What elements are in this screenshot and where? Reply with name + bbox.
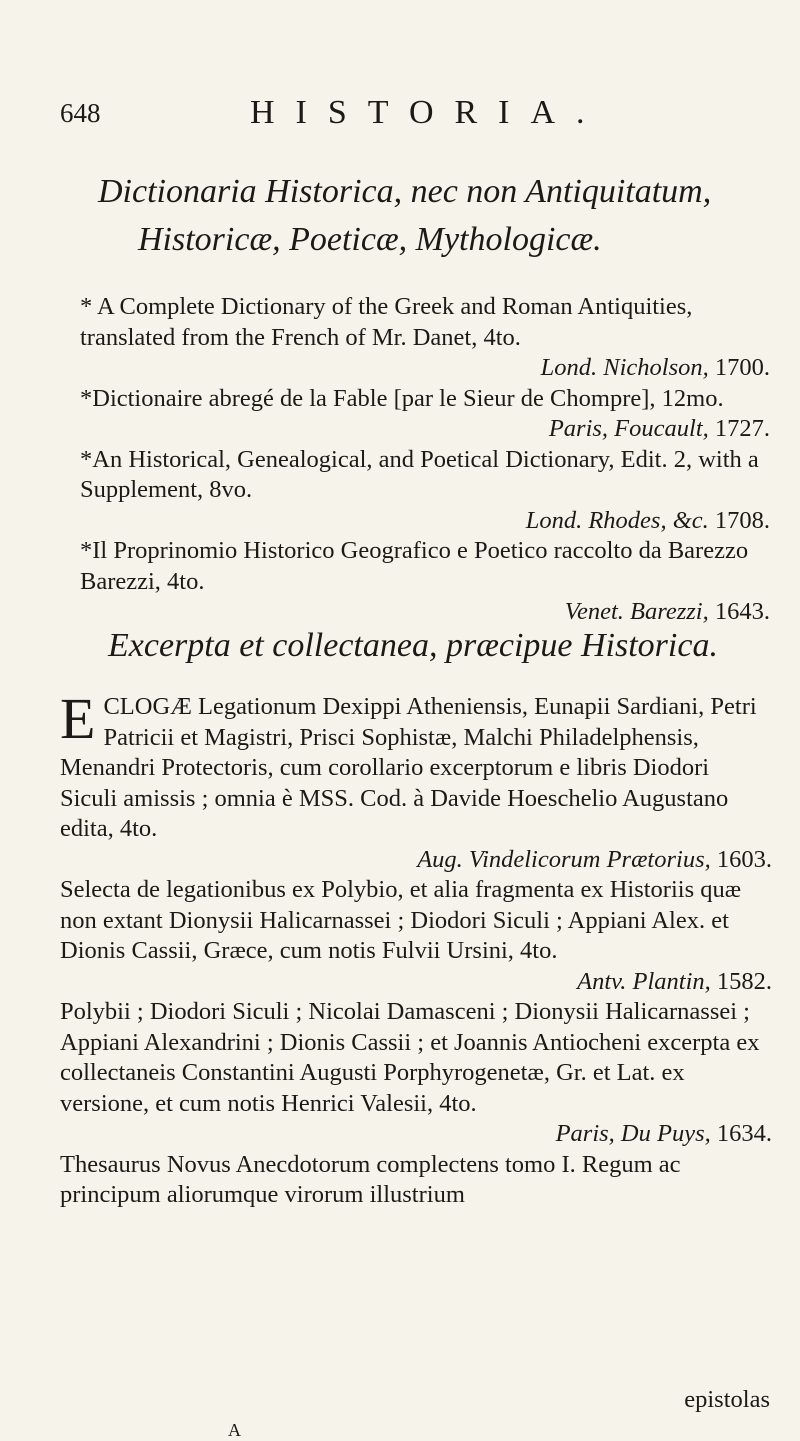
entry-text: CLOGÆ Legationum Dexippi Atheniensis, Eunapii Sardiani, Petri Patricii et Magistri, Prisci Sophistæ, Malchi Philadelphensis, Menandri Protectoris, cum corollario excerptorum e libris Diodori Siculi amissis ; omnia è MSS. Cod. à Davide Hoeschelio Augustano edita, 4to. (60, 693, 757, 842)
catchword: epistolas (684, 1386, 770, 1413)
dictionary-entries (80, 292, 770, 628)
entry (80, 384, 770, 445)
entry (60, 1150, 772, 1211)
entry (60, 686, 772, 875)
entry-imprint: Paris, Du Puys, 1634. (555, 1120, 772, 1147)
entry-text: * A Complete Dictionary of the Greek and Roman Antiquities, translated from the French of Mr. Danet, 4to. (80, 293, 693, 351)
drop-capital: E (60, 686, 96, 751)
entry-imprint: Lond. Rhodes, &c. 1708. (525, 506, 770, 534)
entry-text: *Dictionaire abregé de la Fable [par le Sieur de Chompre], 12mo. (80, 384, 724, 412)
entry-text: Polybii ; Diodori Siculi ; Nicolai Damasceni ; Dionysii Halicarnassei ; Appiani Alexandrini ; Dionis Cassii ; et Joannis Antiocheni excerpta ex collectaneis Constantini Augusti Porphyrogenetæ, Gr. et Lat. ex versione, et cum notis Henrici Valesii, 4to. (60, 998, 760, 1117)
running-head: HISTORIA. (250, 94, 606, 131)
entry (60, 875, 772, 997)
entry-text: *An Historical, Genealogical, and Poetical Dictionary, Edit. 2, with a Supplement, 8vo. (80, 445, 759, 503)
entry-text: Selecta de legationibus ex Polybio, et alia fragmenta ex Historiis quæ non extant Dionysii Halicarnassei ; Diodori Siculi ; Appiani Alex. et Dionis Cassii, Græce, cum notis Fulvii Ursini, 4to. (60, 876, 742, 964)
signature-mark: A (228, 1420, 241, 1440)
page-number: 648 (60, 98, 101, 128)
entry (80, 445, 770, 537)
entry (80, 292, 770, 384)
entry (80, 536, 770, 628)
entry-text: Thesaurus Novus Anecdotorum complectens tomo I. Regum ac principum aliorumque virorum illustrium (60, 1150, 681, 1208)
section-title-dictionaria (98, 168, 778, 264)
section-title-excerpta: Excerpta et collectanea, præcipue Historica. (108, 627, 718, 664)
section-title-line-1: Dictionaria Historica, nec non Antiquitatum, (98, 173, 712, 210)
entry-imprint: Paris, Foucault, 1727. (548, 415, 770, 442)
page-header (0, 94, 800, 138)
entry-imprint: Antv. Plantin, 1582. (577, 967, 772, 995)
entry-imprint: Venet. Barezzi, 1643. (564, 598, 770, 625)
entry-text: *Il Proprinomio Historico Geografico e Poetico raccolto da Barezzo Barezzi, 4to. (80, 537, 749, 595)
excerpta-entries (60, 686, 772, 1211)
section-title-line-2: Historicæ, Poeticæ, Mythologicæ. (138, 221, 602, 258)
entry (60, 997, 772, 1150)
entry-imprint: Aug. Vindelicorum Prætorius, 1603. (417, 845, 772, 873)
entry-imprint: Lond. Nicholson, 1700. (540, 354, 770, 381)
